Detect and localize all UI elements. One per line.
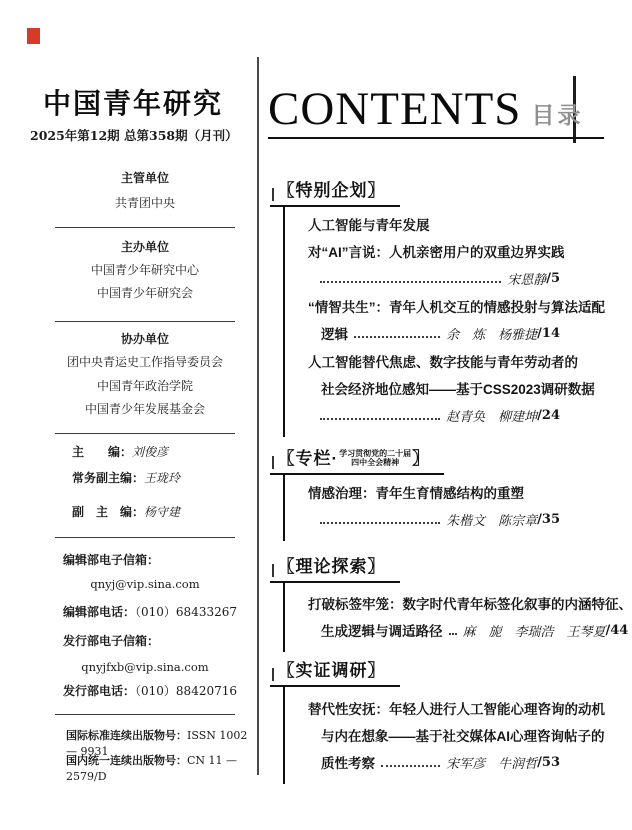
- toc-item-authors-row: [308, 616, 629, 643]
- section-title: [270, 444, 444, 475]
- chief-editor-row: [42, 444, 248, 460]
- section-title: 〖特别企划〗: [270, 176, 400, 207]
- circulation-email-value: qnyjfxb@vip.sina.com: [81, 660, 209, 674]
- editorial-email-value: qnyj@vip.sina.com: [90, 577, 200, 591]
- toc-item-authors: 赵青奂 柳建坤: [446, 409, 538, 425]
- cn-number-value: CN 11 — 2579/D: [66, 754, 238, 783]
- co-organizer-name: 中国青年政治学院: [96, 379, 193, 393]
- issue-info: 2025年第12期 总第358期（月刊）: [30, 128, 238, 143]
- section-title-small: [339, 449, 411, 467]
- circulation-phone-row: [42, 683, 248, 699]
- supervisor-header: 主管单位: [120, 171, 169, 185]
- toc-item-authors: 宋军彦 牛润哲: [446, 756, 538, 772]
- contents-title-en: CONTENTS: [268, 83, 522, 135]
- sidebar-divider: [55, 321, 235, 322]
- dot-leader: [449, 633, 457, 635]
- section-items: [283, 687, 605, 784]
- co-organizer-name: 中国青少年发展基金会: [84, 402, 205, 416]
- section-title-main: 〖专栏·: [277, 449, 339, 468]
- section-items: [283, 207, 605, 437]
- toc-item-title: 情感治理：青年生育情感结构的重塑: [308, 485, 524, 501]
- editorial-phone-row: [42, 604, 248, 620]
- toc-item-page: /35: [537, 511, 560, 527]
- editorial-phone-label: 编辑部电话：: [63, 605, 136, 619]
- toc-item-title: 打破标签牢笼：数字时代青年标签化叙事的内涵特征、: [308, 596, 632, 612]
- toc-item-authors: 余 炼 杨雅捷: [446, 327, 538, 343]
- cn-number-row: [42, 753, 248, 785]
- toc-item-authors-row: [308, 505, 560, 532]
- toc-item-title: 对“AI”言说：人机亲密用户的双重边界实践: [308, 245, 565, 261]
- section-title-end: 〗: [412, 449, 431, 468]
- toc-item-authors: 宋恩静: [507, 272, 547, 288]
- circulation-phone-label: 发行部电话：: [63, 684, 136, 698]
- sidebar-divider: [55, 227, 235, 228]
- section-empirical: [270, 656, 605, 784]
- toc-item-authors-row: [308, 265, 560, 292]
- sidebar-divider: [55, 433, 235, 434]
- dot-leader: [320, 281, 501, 283]
- organizer-header: 主办单位: [120, 240, 169, 254]
- editorial-email-label: 编辑部电子信箱：: [63, 553, 160, 567]
- toc-item-page: /24: [537, 407, 560, 423]
- toc-item-title: 替代性安抚：年轻人进行人工智能心理咨询的动机: [308, 701, 605, 717]
- toc-item-page: /53: [537, 754, 560, 770]
- topic-subtitle: 人工智能与青年发展: [308, 217, 430, 233]
- toc-item-authors: 朱楷文 陈宗章: [446, 513, 538, 529]
- contents-title-cn: 目录: [531, 102, 584, 128]
- exec-deputy-editor-label: 常务副主编：: [72, 471, 145, 485]
- section-title-small-line2: 四中全会精神: [351, 457, 400, 467]
- sidebar-divider: [55, 537, 235, 538]
- toc-item-title-cont: 社会经济地位感知——基于CSS2023调研数据: [321, 382, 595, 398]
- chief-editor-name: 刘俊彦: [132, 445, 169, 459]
- section-items: [283, 583, 632, 652]
- toc-item-authors-row: [308, 320, 560, 347]
- red-corner-mark: [27, 28, 40, 44]
- toc-item-prefix: 逻辑: [321, 327, 348, 343]
- deputy-editor-label: 副 主 编：: [72, 505, 145, 519]
- cn-number-label: 国内统一连续出版物号：: [66, 755, 187, 767]
- section-theory: [270, 552, 632, 652]
- co-organizer-header: 协办单位: [120, 332, 169, 346]
- editorial-phone-value: （010）68433267: [135, 605, 237, 619]
- deputy-editor-name: 杨守建: [144, 505, 181, 519]
- organizer-name: 中国青少年研究会: [96, 286, 193, 300]
- toc-item-title-cont: 与内在想象——基于社交媒体AI心理咨询帖子的: [321, 729, 605, 745]
- contents-rule: [268, 137, 604, 139]
- supervisor-name: 共青团中央: [114, 196, 175, 210]
- exec-deputy-editor-row: [42, 470, 248, 486]
- toc-item-prefix: 生成逻辑与调适路径: [321, 624, 443, 640]
- column-divider: [257, 57, 259, 775]
- toc-item-authors-row: [308, 402, 560, 429]
- toc-item-page: /14: [537, 325, 560, 341]
- journal-title: 中国青年研究: [42, 87, 223, 120]
- toc-item-authors: 麻 旎 李瑞浩 王琴夏: [462, 624, 606, 640]
- section-title: 〖实证调研〗: [270, 656, 400, 687]
- circulation-phone-value: （010）88420716: [135, 684, 237, 698]
- sidebar-divider: [55, 714, 235, 715]
- co-organizer-name: 团中央青运史工作指导委员会: [66, 355, 223, 369]
- section-column: [270, 444, 562, 541]
- section-special-feature: [270, 176, 605, 437]
- toc-item-page: /44: [605, 622, 629, 638]
- dot-leader: [320, 522, 440, 524]
- organizer-name: 中国青少年研究中心: [90, 263, 199, 277]
- deputy-editor-row: [42, 504, 248, 520]
- dot-leader: [354, 336, 440, 338]
- dot-leader: [320, 418, 440, 420]
- toc-item-page: /5: [546, 270, 560, 286]
- circulation-email-label: 发行部电子信箱：: [63, 634, 160, 648]
- section-title-small-line1: 学习贯彻党的二十届: [339, 448, 412, 458]
- section-title: 〖理论探索〗: [270, 552, 400, 583]
- toc-item-title: 人工智能替代焦虑、数字技能与青年劳动者的: [308, 354, 578, 370]
- issn-value: ISSN 1002 — 9931: [66, 729, 248, 758]
- issn-label: 国际标准连续出版物号：: [66, 730, 187, 742]
- section-items: [283, 475, 560, 541]
- toc-item-prefix: 质性考察: [321, 756, 375, 772]
- dot-leader: [381, 765, 440, 767]
- chief-editor-label: 主 编：: [72, 445, 133, 459]
- toc-item-title: “情智共生”：青年人机交互的情感投射与算法适配: [308, 299, 605, 315]
- contents-header: [268, 83, 584, 135]
- toc-item-authors-row: [308, 749, 560, 776]
- exec-deputy-editor-name: 王珑玲: [144, 471, 181, 485]
